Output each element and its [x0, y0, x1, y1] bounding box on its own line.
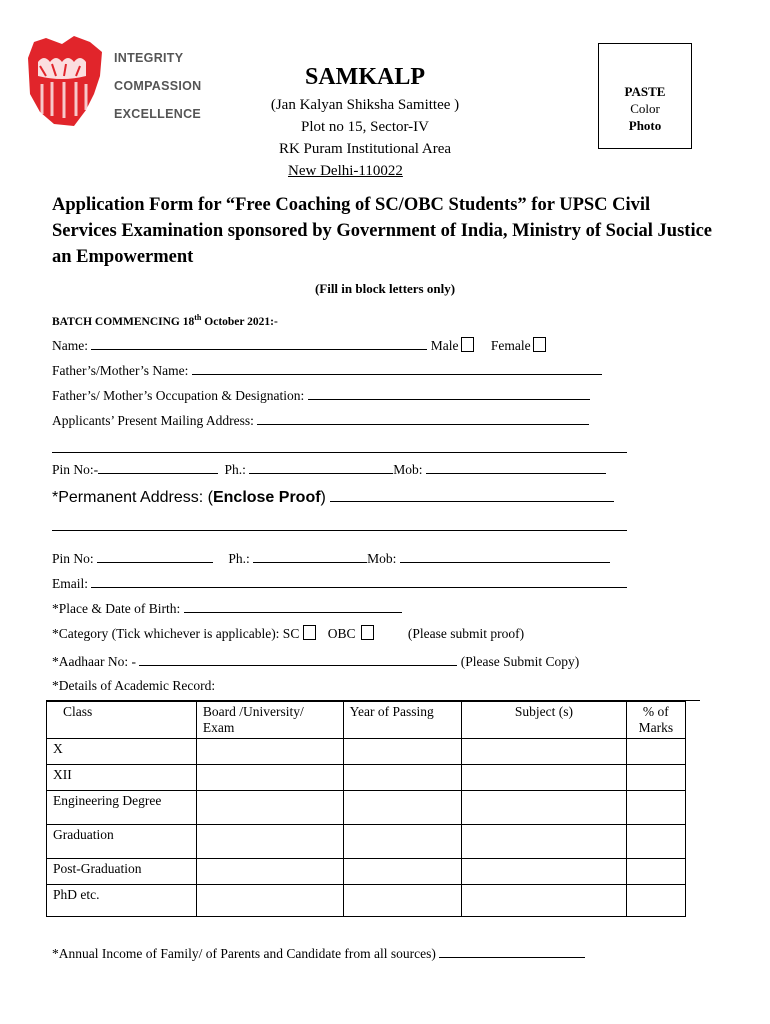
form-heading: Application Form for “Free Coaching of SC/OBC Students” for UPSC Civil Services Examination sponsored by Government of India, Ministry of Social Justice an Empowerment [52, 195, 713, 267]
phone-field[interactable] [253, 550, 367, 563]
photo-label: Photo [628, 118, 662, 133]
contact-row-1 [52, 461, 606, 478]
org-line: New Delhi-110022 [288, 163, 403, 179]
photo-box[interactable] [598, 43, 692, 149]
cell-year[interactable] [343, 739, 462, 765]
table-row [47, 859, 686, 885]
org-line: (Jan Kalyan Shiksha Samittee ) [270, 97, 460, 113]
motto-line: EXCELLENCE [114, 107, 202, 121]
cell-subject[interactable] [462, 739, 626, 765]
table-row [47, 791, 686, 825]
row-class: Post-Graduation [47, 859, 197, 885]
category-note: (Please submit proof) [407, 626, 525, 641]
cell-marks[interactable] [626, 885, 685, 917]
header-year: Year of Passing [343, 702, 462, 739]
cell-year[interactable] [343, 791, 462, 825]
birth-row [52, 600, 402, 617]
aadhaar-row [52, 653, 579, 670]
female-label: Female [490, 338, 531, 353]
row-class: XII [47, 765, 197, 791]
email-row [52, 575, 627, 592]
row-class: PhD etc. [47, 885, 197, 917]
cell-board[interactable] [196, 825, 343, 859]
table-row [47, 885, 686, 917]
header-marks: % of Marks [626, 702, 685, 739]
cell-subject[interactable] [462, 765, 626, 791]
category-label: *Category (Tick whichever is applicable): SC [52, 626, 300, 641]
cell-year[interactable] [343, 859, 462, 885]
email-field[interactable] [91, 575, 627, 588]
aadhaar-label: *Aadhaar No: - [52, 654, 136, 669]
row-class: X [47, 739, 197, 765]
name-row [52, 337, 546, 354]
org-line: RK Puram Institutional Area [278, 141, 452, 157]
birth-field[interactable] [184, 600, 402, 613]
header-board: Board /University/ Exam [196, 702, 343, 739]
cell-year[interactable] [343, 765, 462, 791]
logo [24, 36, 104, 128]
present-address-field[interactable] [257, 412, 589, 425]
female-checkbox[interactable] [533, 337, 546, 352]
pin-label: Pin No:- [52, 462, 99, 477]
motto [114, 44, 202, 128]
table-header-row [47, 702, 686, 739]
phone-label: Ph.: [224, 462, 246, 477]
cell-board[interactable] [196, 739, 343, 765]
parent-name-row [52, 362, 602, 379]
parent-occupation-label: Father’s/ Mother’s Occupation & Designation: [52, 388, 305, 403]
cell-marks[interactable] [626, 825, 685, 859]
table-row [47, 739, 686, 765]
present-address-label: Applicants’ Present Mailing Address: [52, 413, 254, 428]
permanent-address-field[interactable] [330, 488, 614, 502]
sc-checkbox[interactable] [303, 625, 316, 640]
name-label: Name: [52, 338, 88, 353]
category-row [52, 625, 524, 642]
mobile-label: Mob: [367, 551, 397, 566]
parent-name-field[interactable] [192, 362, 602, 375]
permanent-address-proof: Enclose Proof [212, 489, 321, 506]
permanent-address-line-2[interactable] [52, 530, 627, 531]
instruction: (Fill in block letters only) [314, 281, 456, 296]
permanent-address-row [52, 488, 614, 507]
aadhaar-note: (Please Submit Copy) [460, 654, 580, 669]
cell-board[interactable] [196, 765, 343, 791]
income-field[interactable] [439, 945, 585, 958]
motto-line: INTEGRITY [114, 51, 184, 65]
organization-header [230, 62, 500, 182]
cell-subject[interactable] [462, 885, 626, 917]
table-row [47, 825, 686, 859]
batch-prefix: BATCH COMMENCING 18 [52, 315, 195, 328]
row-class: Graduation [47, 825, 197, 859]
contact-row-2 [52, 550, 610, 567]
cell-board[interactable] [196, 791, 343, 825]
batch-suffix: October 2021:- [201, 315, 278, 328]
income-label: *Annual Income of Family/ of Parents and Candidate from all sources) [52, 946, 436, 961]
permanent-address-prefix: *Permanent Address: ( [52, 489, 213, 506]
batch-label [52, 313, 278, 328]
header-subject: Subject (s) [462, 702, 626, 739]
academic-table [46, 701, 686, 917]
income-row [52, 945, 585, 962]
header-class: Class [47, 702, 197, 739]
mobile-label: Mob: [393, 462, 423, 477]
parent-occupation-row [52, 387, 590, 404]
present-address-line-2[interactable] [52, 452, 627, 453]
cell-subject[interactable] [462, 859, 626, 885]
phone-label: Ph.: [228, 551, 250, 566]
cell-marks[interactable] [626, 765, 685, 791]
row-class: Engineering Degree [47, 791, 197, 825]
cell-board[interactable] [196, 859, 343, 885]
motto-line: COMPASSION [114, 79, 202, 93]
raised-fists-logo-icon [24, 36, 104, 128]
cell-subject[interactable] [462, 791, 626, 825]
cell-year[interactable] [343, 885, 462, 917]
birth-label: *Place & Date of Birth: [52, 601, 181, 616]
male-label: Male [430, 338, 459, 353]
org-line: Plot no 15, Sector-IV [300, 119, 430, 135]
table-row [47, 765, 686, 791]
cell-marks[interactable] [626, 739, 685, 765]
cell-year[interactable] [343, 825, 462, 859]
permanent-address-suffix: ) [320, 489, 326, 506]
present-address-row [52, 412, 589, 429]
obc-label: OBC [327, 626, 356, 641]
batch-sup: th [194, 313, 202, 322]
aadhaar-field[interactable] [139, 653, 457, 666]
pin-field[interactable] [98, 461, 218, 474]
pin-field[interactable] [97, 550, 213, 563]
pin-label: Pin No: [52, 551, 94, 566]
cell-subject[interactable] [462, 825, 626, 859]
cell-board[interactable] [196, 885, 343, 917]
mobile-field[interactable] [426, 461, 606, 474]
name-field[interactable] [91, 337, 427, 350]
mobile-field[interactable] [400, 550, 610, 563]
phone-field[interactable] [249, 461, 393, 474]
academic-label: *Details of Academic Record: [52, 678, 216, 693]
obc-checkbox[interactable] [361, 625, 374, 640]
cell-marks[interactable] [626, 791, 685, 825]
parent-name-label: Father’s/Mother’s Name: [52, 363, 189, 378]
photo-label: Color [630, 101, 660, 116]
photo-label: PASTE [624, 84, 666, 99]
male-checkbox[interactable] [461, 337, 474, 352]
organization-title: SAMKALP [305, 64, 425, 90]
parent-occupation-field[interactable] [308, 387, 590, 400]
cell-marks[interactable] [626, 859, 685, 885]
email-label: Email: [52, 576, 88, 591]
